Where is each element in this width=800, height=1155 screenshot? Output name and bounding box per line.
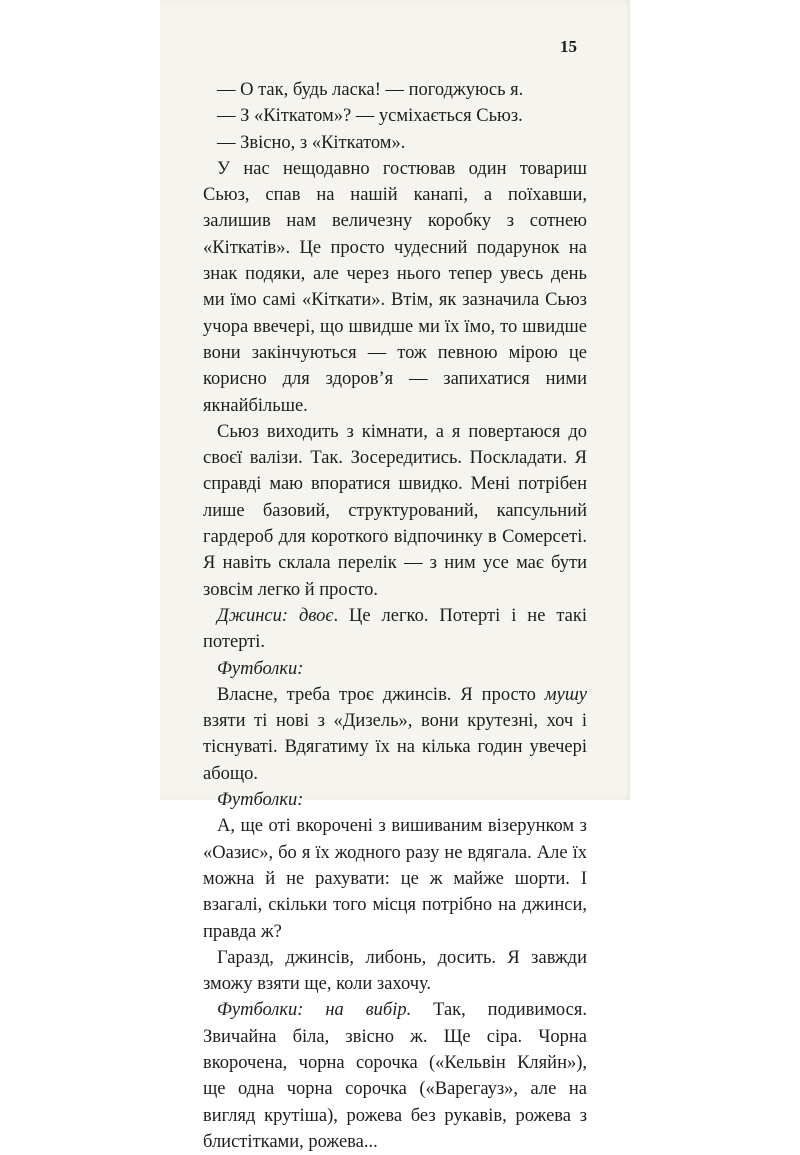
page-number: 15 [560,37,577,56]
list-label-tshirts-choice: Футболки: на вибір. [217,1000,412,1021]
list-label-tshirts-2: Футболки: [217,790,304,811]
list-label-jeans: Джинси: [217,605,289,626]
dialogue-line-2: — З «Кіткатом»? — усміхається Сьюз. [217,106,523,127]
jeans-count: двоє [298,605,334,626]
list-tshirts-choice [203,997,587,1155]
emphasis-must: мушу [544,684,587,705]
diesel-text-b: взяти ті нові з «Дизель», вони крутезні, хоч і тіснуваті. Вдягатиму їх на кілька годин увечері абощо. [203,711,587,784]
paragraph-diesel [203,682,587,787]
dialogue-line-1: — О так, будь ласка! — погоджуюсь я. [217,80,524,100]
dialogue-line-3: — Звісно, з «Кіткатом». [217,132,406,153]
paragraph-enough-jeans: Гаразд, джинсів, либонь, досить. Я завжди зможу взяти ще, коли захочу. [203,947,587,995]
diesel-text-a: Власне, треба троє джинсів. Я просто [217,684,545,705]
list-label-tshirts-1: Футболки: [217,658,304,679]
tshirts-list: Так, подивимося. Звичайна біла, звісно ж. Ще сіра. Чорна вкорочена, чорна сорочка («Кельвін Кляйн»), ще одна чорна сорочка («Варегауз», але на вигляд крутіша), рожева без рукавів, рожева з блистітками, рожева... [203,1000,587,1152]
body-text [203,77,587,1155]
paragraph-packing: Сьюз виходить з кімнати, а я повертаюся до своєї валізи. Так. Зосередитись. Поскладати. Я справді маю впоратися швидко. Мені потрібен лише базовий, структурований, капсульний гардероб для короткого відпочинку в Сомерсеті. Я навіть склала перелік — з ним усе має бути зовсім легко й просто. [203,421,587,600]
list-jeans [203,603,587,656]
paragraph-kitkat: У нас нещодавно гостював один товариш Сьюз, спав на нашій канапі, а поїхавши, залишив нам величезну коробку з сотнею «Кіткатів». Це просто чудесний подарунок на знак подяки, але через нього тепер увесь день ми їмо самі «Кіткати». Втім, як зазначила Сьюз учора ввечері, що швидше ми їх їмо, то швидше вони закінчуються — тож певною мірою це корисно для здоров’я — запихатися ними якнайбільше. [203,158,587,416]
jeans-note: . Це легко. Потерті і не такі потерті. [203,605,587,653]
paragraph-oasis: А, ще оті вкорочені з вишиваним візерунком з «Оазис», бо я їх жодного разу не вдягала. Але їх можна й не рахувати: це ж майже шорти. І взагалі, скільки того місця потрібно на джинси, правда ж? [203,816,587,942]
